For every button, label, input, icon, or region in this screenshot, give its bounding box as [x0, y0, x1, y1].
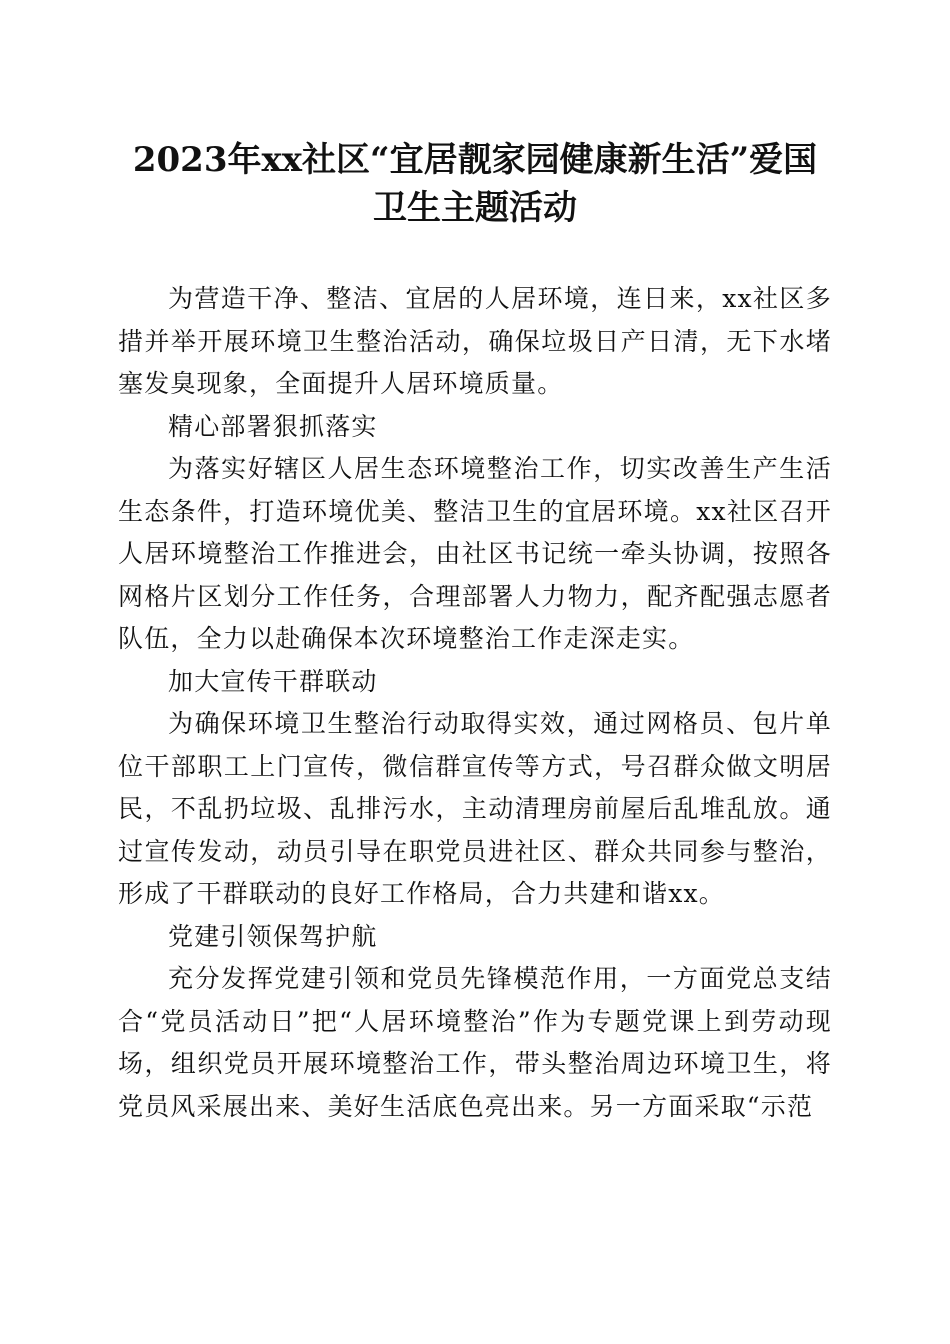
section-paragraph-party-building: 充分发挥党建引领和党员先锋模范作用，一方面党总支结合“党员活动日”把“人居环境整治”作为专题党课上到劳动现场，组织党员开展环境整治工作，带头整治周边环境卫生，将党员风采展出来、美好生活底色亮出来。另一方面采取“示范 [118, 964, 832, 1121]
document-title: 2023年xx社区“宜居靓家园健康新生活”爱国卫生主题活动 [132, 140, 818, 228]
section-heading-deployment: 精心部署狠抓落实 [168, 411, 378, 441]
section-paragraph-publicity: 为确保环境卫生整治行动取得实效，通过网格员、包片单位干部职工上门宣传，微信群宣传等方式，号召群众做文明居民，不乱扔垃圾、乱排污水，主动清理房前屋后乱堆乱放。通过宣传发动，动员引导在职党员进社区、群众共同参与整治，形成了干群联动的良好工作格局，合力共建和谐xx。 [118, 709, 832, 908]
intro-paragraph: 为营造干净、整洁、宜居的人居环境，连日来，xx社区多措并举开展环境卫生整治活动，确保垃圾日产日清，无下水堵塞发臭现象，全面提升人居环境质量。 [118, 284, 832, 398]
section-heading-publicity: 加大宣传干群联动 [168, 666, 378, 696]
section-paragraph-deployment: 为落实好辖区人居生态环境整治工作，切实改善生产生活生态条件，打造环境优美、整洁卫生的宜居环境。xx社区召开人居环境整治工作推进会，由社区书记统一牵头协调，按照各网格片区划分工作任务，合理部署人力物力，配齐配强志愿者队伍，全力以赴确保本次环境整治工作走深走实。 [118, 454, 832, 653]
section-heading-party-building: 党建引领保驾护航 [168, 921, 378, 951]
document-body [118, 278, 832, 1128]
